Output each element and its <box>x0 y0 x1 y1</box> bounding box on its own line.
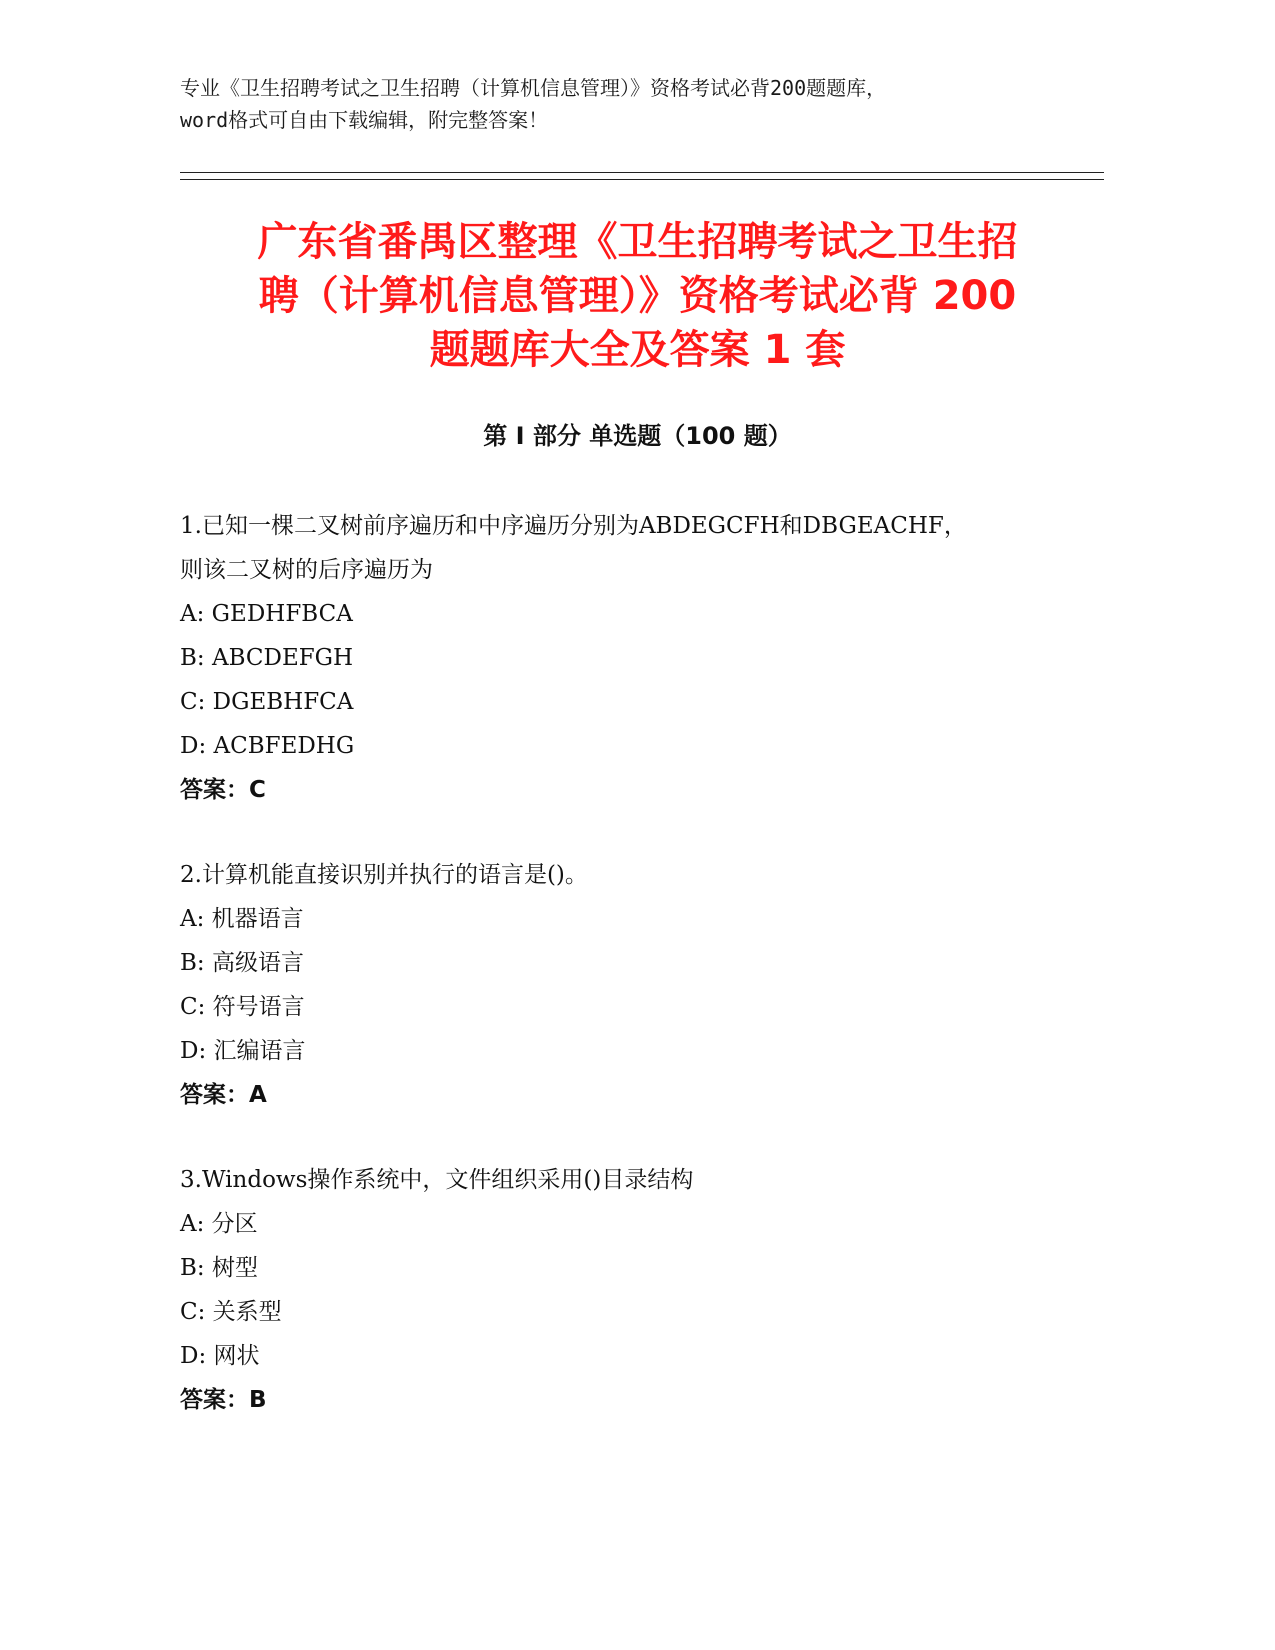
option-b: B: 高级语言 <box>180 950 304 976</box>
answer: 答案：A <box>180 1082 267 1108</box>
option-b: B: ABCDEFGH <box>180 645 354 671</box>
option-c: C: 关系型 <box>180 1299 282 1325</box>
question-3 <box>180 1158 1100 1422</box>
document-title-line-1: 广东省番禺区整理《卫生招聘考试之卫生招 <box>257 219 1018 265</box>
document-title-line-2: 聘（计算机信息管理）》资格考试必背 200 <box>258 273 1017 319</box>
document-title <box>120 215 1155 377</box>
answer: 答案：C <box>180 777 266 803</box>
option-c: C: DGEBHFCA <box>180 689 354 715</box>
header-note <box>180 72 1100 136</box>
option-b: B: 树型 <box>180 1255 258 1281</box>
header-note-line-1: 专业《卫生招聘考试之卫生招聘（计算机信息管理）》资格考试必背200题题库， <box>180 76 887 100</box>
answer: 答案：B <box>180 1387 267 1413</box>
question-stem-continued: 则该二叉树的后序遍历为 <box>180 557 433 583</box>
option-d: D: ACBFEDHG <box>180 733 355 759</box>
option-c: C: 符号语言 <box>180 994 305 1020</box>
section-title: 第 I 部分 单选题（100 题） <box>483 422 792 450</box>
question-2 <box>180 853 1100 1117</box>
header-rule-bottom <box>180 179 1104 180</box>
question-stem: 1.已知一棵二叉树前序遍历和中序遍历分别为ABDEGCFH和DBGEACHF， <box>180 513 967 539</box>
option-d: D: 汇编语言 <box>180 1038 306 1064</box>
header-rule-top <box>180 172 1104 173</box>
document-title-line-3: 题题库大全及答案 1 套 <box>429 327 846 373</box>
option-a: A: GEDHFBCA <box>180 601 353 627</box>
option-d: D: 网状 <box>180 1343 260 1369</box>
option-a: A: 分区 <box>180 1211 258 1237</box>
question-stem: 2.计算机能直接识别并执行的语言是()。 <box>180 862 588 888</box>
question-1 <box>180 504 1100 812</box>
header-note-line-2: word格式可自由下载编辑，附完整答案！ <box>180 108 549 132</box>
question-stem: 3.Windows操作系统中，文件组织采用()目录结构 <box>180 1167 694 1193</box>
option-a: A: 机器语言 <box>180 906 304 932</box>
